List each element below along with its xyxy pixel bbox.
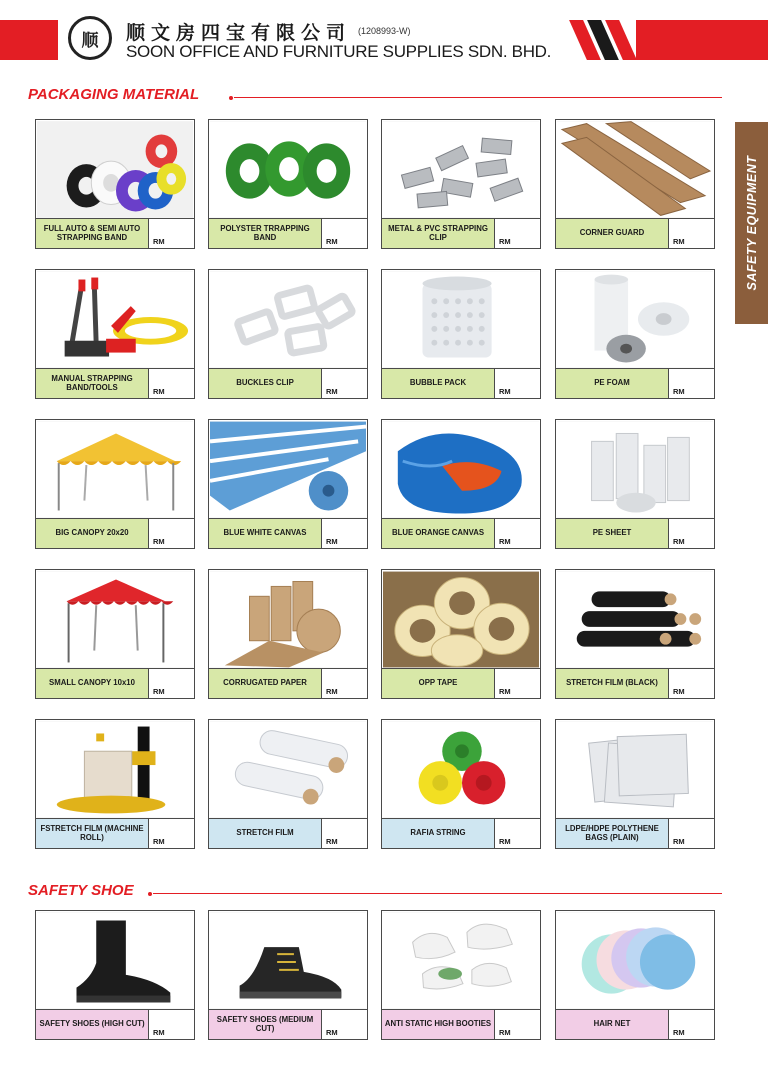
company-name-chinese: 顺文房四宝有限公司 bbox=[126, 22, 352, 44]
product-name: OPP TAPE bbox=[382, 668, 495, 698]
product-card[interactable] bbox=[555, 419, 715, 549]
product-card[interactable] bbox=[381, 269, 541, 399]
product-price: RM bbox=[148, 1009, 194, 1039]
product-card[interactable] bbox=[555, 119, 715, 249]
header-red-band-left bbox=[0, 20, 58, 60]
product-card[interactable] bbox=[35, 719, 195, 849]
product-card[interactable] bbox=[555, 569, 715, 699]
tape-rolls-icon bbox=[383, 571, 539, 668]
section-title-safety-shoe: SAFETY SHOE bbox=[28, 882, 134, 899]
product-name: SMALL CANOPY 10x10 bbox=[36, 668, 149, 698]
blue-white-canvas-icon bbox=[210, 421, 366, 518]
product-price: RM bbox=[148, 518, 194, 548]
product-name: CORNER GUARD bbox=[556, 218, 669, 248]
product-price: RM bbox=[668, 368, 714, 398]
product-name: LDPE/HDPE POLYTHENE BAGS (PLAIN) bbox=[556, 818, 669, 848]
product-name: BLUE WHITE CANVAS bbox=[209, 518, 322, 548]
product-name: RAFIA STRING bbox=[382, 818, 495, 848]
product-card[interactable] bbox=[35, 269, 195, 399]
product-name: METAL & PVC STRAPPING CLIP bbox=[382, 218, 495, 248]
green-strap-coils-icon bbox=[210, 121, 366, 218]
product-card[interactable] bbox=[35, 910, 195, 1040]
section-divider bbox=[234, 97, 722, 98]
corrugated-paper-icon bbox=[210, 571, 366, 668]
product-price: RM bbox=[321, 518, 367, 548]
product-name: STRETCH FILM (BLACK) bbox=[556, 668, 669, 698]
medium-boot-icon bbox=[210, 912, 366, 1009]
product-name: BUCKLES CLIP bbox=[209, 368, 322, 398]
black-film-rolls-icon bbox=[557, 571, 713, 668]
strapping-band-rolls-icon bbox=[37, 121, 193, 218]
product-name: PE FOAM bbox=[556, 368, 669, 398]
corner-guard-icon bbox=[557, 121, 713, 218]
product-card[interactable] bbox=[208, 419, 368, 549]
product-name: PE SHEET bbox=[556, 518, 669, 548]
plastic-bags-icon bbox=[557, 721, 713, 818]
product-price: RM bbox=[494, 218, 540, 248]
product-price: RM bbox=[668, 668, 714, 698]
wrapping-machine-icon bbox=[37, 721, 193, 818]
product-price: RM bbox=[668, 218, 714, 248]
product-card[interactable] bbox=[381, 910, 541, 1040]
product-name: STRETCH FILM bbox=[209, 818, 322, 848]
product-price: RM bbox=[321, 818, 367, 848]
section-title-packaging: PACKAGING MATERIAL bbox=[28, 86, 200, 103]
section-divider bbox=[153, 893, 722, 894]
product-card[interactable] bbox=[555, 719, 715, 849]
product-price: RM bbox=[494, 518, 540, 548]
high-boot-icon bbox=[37, 912, 193, 1009]
foam-rolls-icon bbox=[557, 271, 713, 368]
product-card[interactable] bbox=[35, 119, 195, 249]
product-name: HAIR NET bbox=[556, 1009, 669, 1039]
product-price: RM bbox=[321, 668, 367, 698]
registration-number: (1208993-W) bbox=[358, 26, 411, 36]
product-name: SAFETY SHOES (HIGH CUT) bbox=[36, 1009, 149, 1039]
strapping-tool-icon bbox=[37, 271, 193, 368]
product-card[interactable] bbox=[208, 910, 368, 1040]
small-canopy-icon bbox=[37, 571, 193, 668]
stretch-film-rolls-icon bbox=[210, 721, 366, 818]
product-card[interactable] bbox=[208, 269, 368, 399]
section-dot bbox=[148, 892, 152, 896]
product-card[interactable] bbox=[381, 119, 541, 249]
product-price: RM bbox=[321, 1009, 367, 1039]
buckle-clips-icon bbox=[210, 271, 366, 368]
product-card[interactable] bbox=[381, 419, 541, 549]
company-logo bbox=[68, 16, 112, 60]
product-name: FSTRETCH FILM (MACHINE ROLL) bbox=[36, 818, 149, 848]
product-name: ANTI STATIC HIGH BOOTIES bbox=[382, 1009, 495, 1039]
product-name: CORRUGATED PAPER bbox=[209, 668, 322, 698]
product-card[interactable] bbox=[555, 910, 715, 1040]
product-price: RM bbox=[148, 218, 194, 248]
product-card[interactable] bbox=[35, 569, 195, 699]
metal-clips-icon bbox=[383, 121, 539, 218]
blue-orange-canvas-icon bbox=[383, 421, 539, 518]
product-name: POLYSTER TRRAPPING BAND bbox=[209, 218, 322, 248]
product-card[interactable] bbox=[381, 569, 541, 699]
product-card[interactable] bbox=[208, 119, 368, 249]
product-card[interactable] bbox=[35, 419, 195, 549]
product-price: RM bbox=[668, 1009, 714, 1039]
big-canopy-icon bbox=[37, 421, 193, 518]
product-price: RM bbox=[148, 668, 194, 698]
company-name-english: SOON OFFICE AND FURNITURE SUPPLIES SDN. BHD. bbox=[126, 42, 552, 61]
product-card[interactable] bbox=[555, 269, 715, 399]
product-price: RM bbox=[148, 368, 194, 398]
section-dot bbox=[229, 96, 233, 100]
side-tab-label: SAFETY EQUIPMENT bbox=[744, 155, 759, 291]
product-price: RM bbox=[148, 818, 194, 848]
product-card[interactable] bbox=[381, 719, 541, 849]
product-name: FULL AUTO & SEMI AUTO STRAPPING BAND bbox=[36, 218, 149, 248]
product-price: RM bbox=[321, 368, 367, 398]
pe-sheet-rolls-icon bbox=[557, 421, 713, 518]
product-price: RM bbox=[668, 518, 714, 548]
booties-icon bbox=[383, 912, 539, 1009]
product-price: RM bbox=[321, 218, 367, 248]
product-card[interactable] bbox=[208, 569, 368, 699]
product-name: BUBBLE PACK bbox=[382, 368, 495, 398]
product-price: RM bbox=[494, 368, 540, 398]
header-red-band-right bbox=[636, 20, 768, 60]
product-price: RM bbox=[494, 1009, 540, 1039]
product-name: SAFETY SHOES (MEDIUM CUT) bbox=[209, 1009, 322, 1039]
side-tab-safety-equipment[interactable] bbox=[735, 122, 768, 324]
bubble-wrap-roll-icon bbox=[383, 271, 539, 368]
hair-net-icon bbox=[557, 912, 713, 1009]
logo-character: 顺 bbox=[81, 30, 99, 51]
product-name: BIG CANOPY 20x20 bbox=[36, 518, 149, 548]
product-name: BLUE ORANGE CANVAS bbox=[382, 518, 495, 548]
product-card[interactable] bbox=[208, 719, 368, 849]
product-price: RM bbox=[494, 668, 540, 698]
rafia-string-icon bbox=[383, 721, 539, 818]
product-name: MANUAL STRAPPING BAND/TOOLS bbox=[36, 368, 149, 398]
product-price: RM bbox=[494, 818, 540, 848]
product-price: RM bbox=[668, 818, 714, 848]
